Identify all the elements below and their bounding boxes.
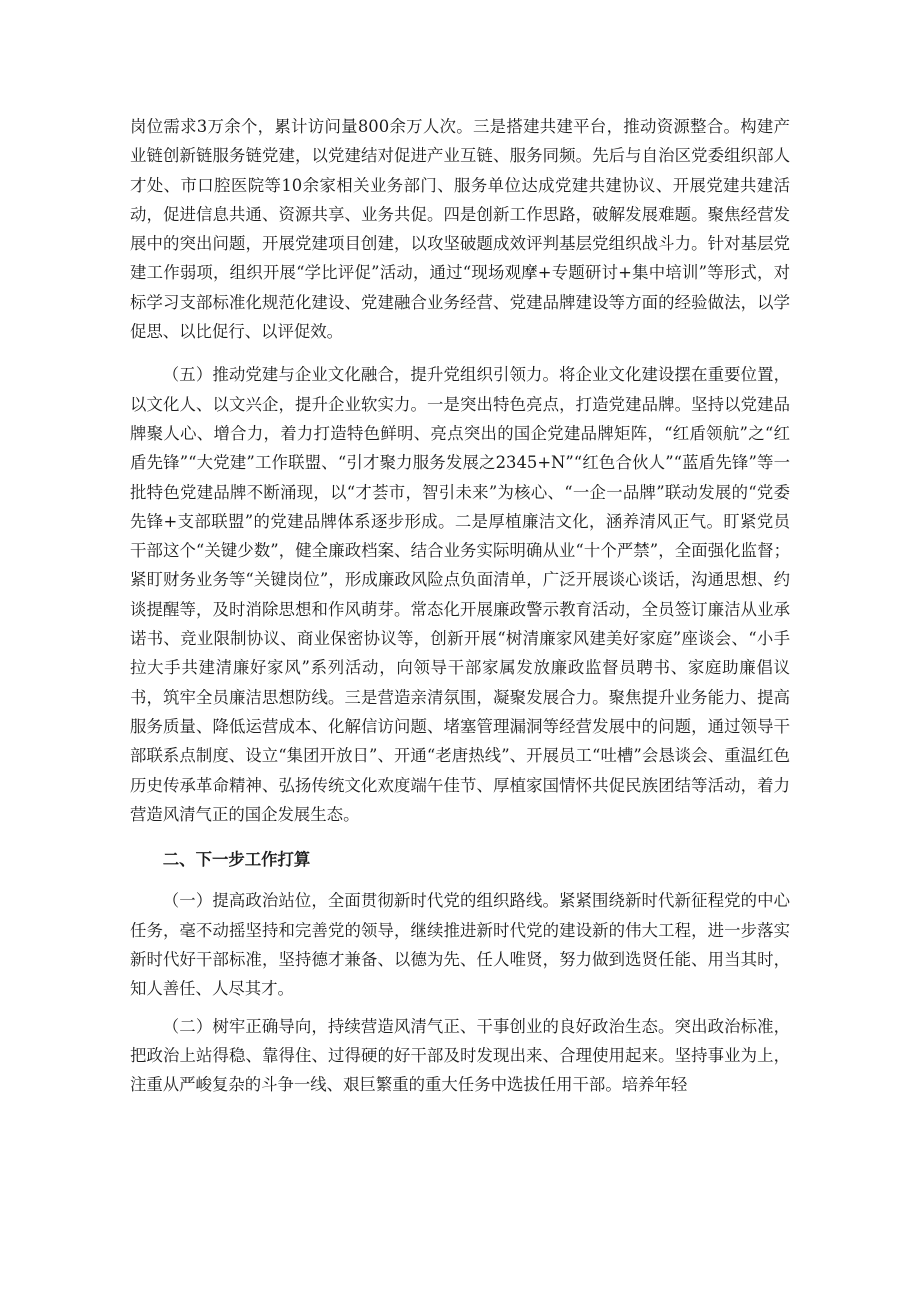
paragraph-section-five: （五）推动党建与企业文化融合，提升党组织引领力。将企业文化建设摆在重要位置，以文化人、以文兴企，提升企业软实力。一是突出特色亮点，打造党建品牌。坚持以党建品牌聚人心、增合力，着力打造特色鲜明、亮点突出的国企党建品牌矩阵，“红盾领航”之“红盾先锋”“大党建”工作联盟、“引才聚力服务发展之2345+N”“红色合伙人”“蓝盾先锋”等一批特色党建品牌不断涌现，以“才荟市，智引未来”为核心、“一企一品牌”联动发展的“党委先锋+支部联盟”的党建品牌体系逐步形成。二是厚植廉洁文化，涵养清风正气。盯紧党员干部这个“关键少数”，健全廉政档案、结合业务实际明确从业“十个严禁”，全面强化监督；紧盯财务业务等“关键岗位”，形成廉政风险点负面清单，广泛开展谈心谈话，沟通思想、约谈提醒等，及时消除思想和作风萌芽。常态化开展廉政警示教育活动，全员签订廉洁从业承诺书、竞业限制协议、商业保密协议等，创新开展“树清廉家风建美好家庭”座谈会、“小手拉大手共建清廉好家风”系列活动，向领导干部家属发放廉政监督员聘书、家庭助廉倡议书，筑牢全员廉洁思想防线。三是营造亲清氛围，凝聚发展合力。聚焦提升业务能力、提高服务质量、降低运营成本、化解信访问题、堵塞管理漏洞等经营发展中的问题，通过领导干部联系点制度、设立“集团开放日”、开通“老唐热线”、开展员工“吐槽”会恳谈会、重温红色历史传承革命精神、弘扬传统文化欢度端午佳节、厚植家国情怀共促民族团结等活动，着力营造风清气正的国企发展生态。 [130,365,790,824]
section-heading: 二、下一步工作打算 [162,850,311,870]
paragraph-plan-one: （一）提高政治站位，全面贯彻新时代党的组织路线。紧紧围绕新时代新征程党的中心任务，毫不动摇坚持和完善党的领导，继续推进新时代党的建设新的伟大工程，进一步落实新时代好干部标准，坚持德才兼备、以德为先、任人唯贤，努力做到选贤任能、用当其时，知人善任、人尽其才。 [130,891,790,999]
paragraph-continued: 岗位需求3万余个，累计访问量800余万人次。三是搭建共建平台，推动资源整合。构建产业链创新链服务链党建，以党建结对促进产业互链、服务同频。先后与自治区党委组织部人才处、市口腔医院等10余家相关业务部门、服务单位达成党建共建协议、开展党建共建活动，促进信息共通、资源共享、业务共促。四是创新工作思路，破解发展难题。聚焦经营发展中的突出问题，开展党建项目创建，以攻坚破题成效评判基层党组织战斗力。针对基层党建工作弱项，组织开展“学比评促”活动，通过“现场观摩+专题研讨+集中培训”等形式，对标学习支部标准化规范化建设、党建融合业务经营、党建品牌建设等方面的经验做法，以学促思、以比促行、以评促效。 [130,117,790,342]
paragraph-plan-two: （二）树牢正确导向，持续营造风清气正、干事创业的良好政治生态。突出政治标准，把政治上站得稳、靠得住、过得硬的好干部及时发现出来、合理使用起来。坚持事业为上，注重从严峻复杂的斗争一线、艰巨繁重的重大任务中选拔任用干部。培养年轻 [130,1016,790,1095]
document-page [130,112,790,1100]
